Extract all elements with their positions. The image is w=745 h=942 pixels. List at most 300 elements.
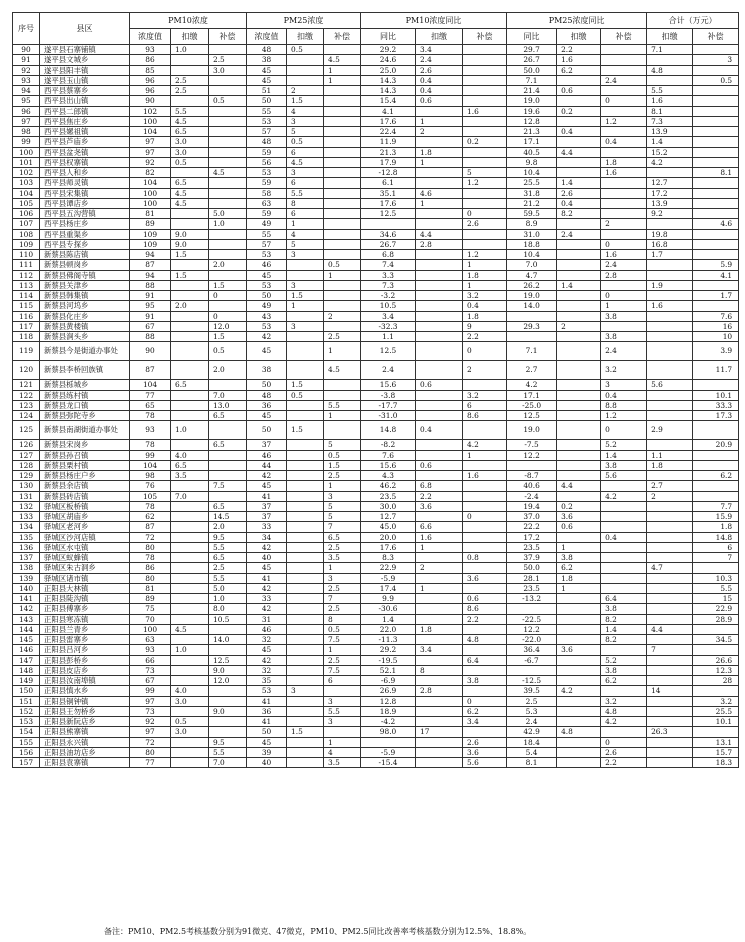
row-cell: 59 xyxy=(247,178,287,188)
table-row xyxy=(13,250,739,260)
row-town: 新蔡县弥陀寺乡 xyxy=(40,411,130,421)
row-cell: 8.0 xyxy=(209,604,247,614)
row-town: 西平县宋集镇 xyxy=(40,188,130,198)
row-cell: 2.5 xyxy=(324,471,361,481)
table-row xyxy=(13,758,739,768)
row-cell: 2.5 xyxy=(171,86,209,96)
row-cell: 7.6 xyxy=(693,311,739,321)
row-cell xyxy=(287,645,324,655)
row-cell xyxy=(209,137,247,147)
row-cell xyxy=(601,501,647,511)
row-seq: 141 xyxy=(13,594,40,604)
row-cell xyxy=(287,55,324,65)
row-cell xyxy=(693,106,739,116)
row-cell xyxy=(463,481,507,491)
row-cell xyxy=(324,178,361,188)
row-cell: 25.5 xyxy=(507,178,557,188)
row-cell xyxy=(463,491,507,501)
table-row xyxy=(13,655,739,665)
row-cell: 42 xyxy=(247,332,287,342)
row-cell: 2.4 xyxy=(361,361,416,380)
row-cell: 1.5 xyxy=(209,332,247,342)
row-cell: 46 xyxy=(247,260,287,270)
row-cell: 3.6 xyxy=(557,645,601,655)
row-cell xyxy=(416,106,463,116)
row-town: 正阳县皮店乡 xyxy=(40,665,130,675)
row-cell: 17 xyxy=(416,727,463,737)
row-cell: 7 xyxy=(324,522,361,532)
row-cell: 0.5 xyxy=(693,75,739,85)
row-cell xyxy=(416,747,463,757)
row-cell: 1.2 xyxy=(463,250,507,260)
row-cell: 1 xyxy=(324,411,361,421)
row-cell: 7.1 xyxy=(507,342,557,361)
footnote: 备注：PM10、PM2.5考核基数分别为91微克、47微克，PM10、PM2.5同比改善率考核基数分别为12.5%、18.8%。 xyxy=(104,927,532,936)
row-cell: 9.8 xyxy=(507,157,557,167)
row-cell: 77 xyxy=(130,758,171,768)
row-cell xyxy=(693,96,739,106)
table-row xyxy=(13,116,739,126)
row-cell: 2.4 xyxy=(601,260,647,270)
row-cell: 65 xyxy=(130,400,171,410)
row-cell: 1.8 xyxy=(463,270,507,280)
row-cell xyxy=(171,390,209,400)
row-cell: 3 xyxy=(601,380,647,390)
row-cell xyxy=(287,563,324,573)
row-cell xyxy=(647,311,693,321)
row-cell xyxy=(171,219,209,229)
row-cell: 12.5 xyxy=(507,411,557,421)
row-seq: 107 xyxy=(13,219,40,229)
row-cell: 85 xyxy=(130,65,171,75)
row-cell xyxy=(416,553,463,563)
row-cell: 2.6 xyxy=(463,219,507,229)
row-cell: 15.4 xyxy=(361,96,416,106)
row-cell: 14.3 xyxy=(361,86,416,96)
header-seq: 序号 xyxy=(13,13,40,45)
row-cell xyxy=(463,239,507,249)
table-row xyxy=(13,219,739,229)
row-cell: 5.2 xyxy=(601,440,647,450)
row-cell xyxy=(557,380,601,390)
row-cell: -32.3 xyxy=(361,321,416,331)
row-cell xyxy=(601,321,647,331)
row-cell: 4.5 xyxy=(171,198,209,208)
row-cell: -13.2 xyxy=(507,594,557,604)
row-seq: 135 xyxy=(13,532,40,542)
row-town: 新蔡县杨庄户乡 xyxy=(40,471,130,481)
row-cell xyxy=(507,460,557,470)
row-cell: 89 xyxy=(130,594,171,604)
row-cell: 1.7 xyxy=(647,250,693,260)
table-row xyxy=(13,65,739,75)
row-cell xyxy=(171,706,209,716)
row-cell: 2.2 xyxy=(463,332,507,342)
row-cell: 2.2 xyxy=(416,491,463,501)
row-town: 西平县杨庄乡 xyxy=(40,219,130,229)
row-cell: 4.0 xyxy=(171,686,209,696)
row-cell xyxy=(324,250,361,260)
row-cell xyxy=(557,471,601,481)
table-row xyxy=(13,260,739,270)
row-seq: 93 xyxy=(13,75,40,85)
row-cell xyxy=(416,342,463,361)
row-cell: 14 xyxy=(647,686,693,696)
row-cell: 2.8 xyxy=(416,239,463,249)
row-cell xyxy=(416,209,463,219)
row-cell xyxy=(463,116,507,126)
row-cell: 45 xyxy=(247,481,287,491)
row-cell: 8.1 xyxy=(693,168,739,178)
row-cell xyxy=(647,270,693,280)
row-cell: 2.4 xyxy=(601,75,647,85)
row-cell: 6.5 xyxy=(171,127,209,137)
row-cell: 90 xyxy=(130,96,171,106)
row-cell: 9.9 xyxy=(361,594,416,604)
row-cell xyxy=(416,321,463,331)
row-cell: 4.4 xyxy=(416,229,463,239)
row-cell: 6.2 xyxy=(601,676,647,686)
row-cell: 2.2 xyxy=(601,758,647,768)
row-cell xyxy=(171,209,209,219)
row-cell: 0 xyxy=(463,696,507,706)
row-cell xyxy=(647,501,693,511)
row-cell: 31.0 xyxy=(507,229,557,239)
row-cell: 8.1 xyxy=(507,758,557,768)
row-cell xyxy=(416,512,463,522)
row-cell xyxy=(463,665,507,675)
row-cell xyxy=(209,116,247,126)
row-cell: 34 xyxy=(247,532,287,542)
row-cell xyxy=(287,604,324,614)
row-seq: 147 xyxy=(13,655,40,665)
row-cell: 15.6 xyxy=(361,460,416,470)
row-cell: 2.5 xyxy=(171,75,209,85)
row-cell: 21.3 xyxy=(507,127,557,137)
row-cell xyxy=(209,239,247,249)
row-cell: 21.2 xyxy=(507,198,557,208)
row-cell: 1 xyxy=(601,301,647,311)
row-cell: 2.6 xyxy=(416,65,463,75)
row-cell xyxy=(324,280,361,290)
row-cell: 10.5 xyxy=(361,301,416,311)
row-cell: 2.7 xyxy=(647,481,693,491)
row-cell: -12.8 xyxy=(361,168,416,178)
row-cell xyxy=(416,390,463,400)
row-cell: 8.6 xyxy=(463,604,507,614)
row-cell xyxy=(601,542,647,552)
row-cell: 42 xyxy=(247,655,287,665)
row-cell: 33 xyxy=(247,522,287,532)
subheader-comp: 补偿 xyxy=(693,29,739,45)
row-cell xyxy=(601,229,647,239)
row-cell: 45 xyxy=(247,270,287,280)
table-row xyxy=(13,127,739,137)
row-cell: 0.5 xyxy=(209,342,247,361)
row-cell: 1 xyxy=(324,75,361,85)
row-cell xyxy=(209,460,247,470)
row-cell: 7.1 xyxy=(507,75,557,85)
row-cell xyxy=(463,563,507,573)
row-town: 西平县芦庙乡 xyxy=(40,137,130,147)
row-cell: 25.0 xyxy=(361,65,416,75)
row-cell: 40 xyxy=(247,758,287,768)
row-cell: 41 xyxy=(247,696,287,706)
row-cell: 58 xyxy=(247,188,287,198)
row-seq: 156 xyxy=(13,747,40,757)
row-cell: 38 xyxy=(247,55,287,65)
table-row xyxy=(13,512,739,522)
row-cell: 1 xyxy=(557,583,601,593)
row-cell: 4.6 xyxy=(693,219,739,229)
row-cell xyxy=(647,553,693,563)
row-cell xyxy=(287,450,324,460)
row-cell xyxy=(171,280,209,290)
row-town: 西平县蔡寨乡 xyxy=(40,86,130,96)
row-seq: 129 xyxy=(13,471,40,481)
row-cell xyxy=(601,188,647,198)
row-cell: 22.2 xyxy=(507,522,557,532)
row-cell xyxy=(601,522,647,532)
row-cell: -7.5 xyxy=(507,440,557,450)
row-cell: -31.0 xyxy=(361,411,416,421)
row-cell: 4.5 xyxy=(209,168,247,178)
table-row xyxy=(13,390,739,400)
row-cell: 12.8 xyxy=(507,116,557,126)
row-cell xyxy=(287,400,324,410)
subheader-deduct: 扣缴 xyxy=(647,29,693,45)
row-cell xyxy=(416,301,463,311)
row-cell: 6.8 xyxy=(416,481,463,491)
row-cell: 3.3 xyxy=(361,270,416,280)
row-cell: 100 xyxy=(130,198,171,208)
row-cell: 15.9 xyxy=(693,512,739,522)
table-row xyxy=(13,188,739,198)
row-cell xyxy=(463,127,507,137)
row-cell xyxy=(647,737,693,747)
row-cell: 5.4 xyxy=(507,747,557,757)
row-cell: 2.4 xyxy=(557,229,601,239)
row-cell: 13.9 xyxy=(647,127,693,137)
row-cell: 4 xyxy=(287,229,324,239)
row-cell: 0.4 xyxy=(601,390,647,400)
table-row xyxy=(13,717,739,727)
row-town: 正阳县吕河乡 xyxy=(40,645,130,655)
row-cell: 50.0 xyxy=(507,65,557,75)
row-cell xyxy=(693,624,739,634)
row-cell: 23.5 xyxy=(361,491,416,501)
row-town: 西平县五沟营镇 xyxy=(40,209,130,219)
row-cell: 97 xyxy=(130,147,171,157)
row-cell xyxy=(601,45,647,55)
row-cell: 5 xyxy=(324,501,361,511)
row-cell xyxy=(647,321,693,331)
row-cell xyxy=(287,440,324,450)
table-row xyxy=(13,291,739,301)
row-cell xyxy=(601,178,647,188)
row-cell: 53 xyxy=(247,686,287,696)
row-cell xyxy=(209,86,247,96)
row-cell xyxy=(601,198,647,208)
row-town: 遂平县文城乡 xyxy=(40,55,130,65)
row-cell: 4.5 xyxy=(171,116,209,126)
row-cell xyxy=(693,229,739,239)
row-cell xyxy=(287,747,324,757)
row-cell: 4.5 xyxy=(171,624,209,634)
row-cell xyxy=(463,198,507,208)
row-cell: 3 xyxy=(287,116,324,126)
row-cell xyxy=(647,168,693,178)
table-row xyxy=(13,583,739,593)
row-cell: -15.4 xyxy=(361,758,416,768)
row-cell: 45 xyxy=(247,737,287,747)
row-town: 新蔡县河坞乡 xyxy=(40,301,130,311)
row-cell: 0.2 xyxy=(557,106,601,116)
row-cell: 37 xyxy=(247,512,287,522)
row-cell: 72 xyxy=(130,737,171,747)
row-cell: 41 xyxy=(247,573,287,583)
row-cell xyxy=(463,65,507,75)
row-cell: 18.9 xyxy=(361,706,416,716)
row-cell: 4.4 xyxy=(557,481,601,491)
row-cell: 1.0 xyxy=(171,45,209,55)
row-seq: 139 xyxy=(13,573,40,583)
row-cell: 1.4 xyxy=(647,137,693,147)
table-row xyxy=(13,614,739,624)
row-seq: 150 xyxy=(13,686,40,696)
row-cell: 7.7 xyxy=(693,501,739,511)
row-cell: 41 xyxy=(247,491,287,501)
row-cell: 96 xyxy=(130,86,171,96)
row-cell xyxy=(416,594,463,604)
row-cell: 1 xyxy=(416,198,463,208)
table-row xyxy=(13,342,739,361)
row-cell: 45 xyxy=(247,645,287,655)
row-cell: 72 xyxy=(130,532,171,542)
row-cell: 97 xyxy=(130,137,171,147)
row-seq: 92 xyxy=(13,65,40,75)
row-cell xyxy=(647,594,693,604)
row-cell xyxy=(507,604,557,614)
row-cell xyxy=(416,270,463,280)
row-cell: 15.6 xyxy=(361,380,416,390)
row-cell xyxy=(324,198,361,208)
row-cell: 50 xyxy=(247,96,287,106)
row-cell: 42 xyxy=(247,604,287,614)
row-cell: 1.2 xyxy=(601,116,647,126)
row-cell: 46.2 xyxy=(361,481,416,491)
row-seq: 137 xyxy=(13,553,40,563)
row-cell: 3.6 xyxy=(463,573,507,583)
row-cell: 2.5 xyxy=(324,542,361,552)
row-cell: 6.2 xyxy=(557,563,601,573)
row-seq: 101 xyxy=(13,157,40,167)
row-cell xyxy=(647,747,693,757)
row-cell xyxy=(171,758,209,768)
table-row xyxy=(13,471,739,481)
row-cell: 1.1 xyxy=(361,332,416,342)
row-cell: 2.5 xyxy=(324,332,361,342)
row-cell: 2.0 xyxy=(171,301,209,311)
row-cell: 46 xyxy=(247,624,287,634)
row-cell: 7.3 xyxy=(647,116,693,126)
row-cell xyxy=(693,645,739,655)
row-cell: 0 xyxy=(601,291,647,301)
row-cell: 53 xyxy=(247,168,287,178)
row-cell xyxy=(324,96,361,106)
table-row xyxy=(13,573,739,583)
row-cell: 10.3 xyxy=(693,573,739,583)
row-seq: 106 xyxy=(13,209,40,219)
row-town: 正阳县寒冻镇 xyxy=(40,614,130,624)
row-cell xyxy=(171,332,209,342)
row-cell: 20.9 xyxy=(693,440,739,450)
row-cell: 5.5 xyxy=(287,188,324,198)
table-row xyxy=(13,460,739,470)
row-cell xyxy=(557,440,601,450)
row-cell xyxy=(647,471,693,481)
row-cell xyxy=(693,86,739,96)
row-cell xyxy=(693,147,739,157)
row-seq: 96 xyxy=(13,106,40,116)
row-cell: 7.5 xyxy=(324,635,361,645)
row-cell: 100 xyxy=(130,624,171,634)
row-cell: 6.5 xyxy=(209,440,247,450)
row-cell: 63 xyxy=(130,635,171,645)
row-cell xyxy=(171,411,209,421)
row-cell xyxy=(209,696,247,706)
row-cell xyxy=(287,460,324,470)
row-cell: 0 xyxy=(209,311,247,321)
row-cell: -5.9 xyxy=(361,747,416,757)
row-cell xyxy=(324,239,361,249)
row-cell: 7 xyxy=(693,553,739,563)
row-cell: 6.5 xyxy=(209,553,247,563)
row-cell: 3.5 xyxy=(171,471,209,481)
row-cell: 6.4 xyxy=(601,594,647,604)
row-seq: 99 xyxy=(13,137,40,147)
table-row xyxy=(13,450,739,460)
row-cell: -4.2 xyxy=(361,717,416,727)
row-cell xyxy=(463,188,507,198)
row-cell xyxy=(171,665,209,675)
row-seq: 105 xyxy=(13,198,40,208)
row-cell: 4.8 xyxy=(601,706,647,716)
row-cell: 0.4 xyxy=(601,532,647,542)
row-town: 正阳县油坊店乡 xyxy=(40,747,130,757)
row-cell xyxy=(647,706,693,716)
row-cell xyxy=(557,717,601,727)
table-row xyxy=(13,96,739,106)
row-cell xyxy=(416,655,463,665)
row-cell: 14.0 xyxy=(507,301,557,311)
table-row xyxy=(13,553,739,563)
row-cell: 1.4 xyxy=(557,178,601,188)
row-town: 西平县专探乡 xyxy=(40,239,130,249)
row-cell: 3.0 xyxy=(171,137,209,147)
row-cell: 1 xyxy=(416,116,463,126)
row-cell: -5.9 xyxy=(361,573,416,583)
row-cell xyxy=(693,178,739,188)
row-cell: 7.0 xyxy=(171,491,209,501)
row-cell: 49 xyxy=(247,301,287,311)
row-cell: 0.2 xyxy=(463,137,507,147)
row-cell: 3 xyxy=(287,168,324,178)
row-cell: -6.7 xyxy=(507,655,557,665)
row-cell xyxy=(463,460,507,470)
row-cell: 2.2 xyxy=(557,45,601,55)
row-cell: 0 xyxy=(209,291,247,301)
